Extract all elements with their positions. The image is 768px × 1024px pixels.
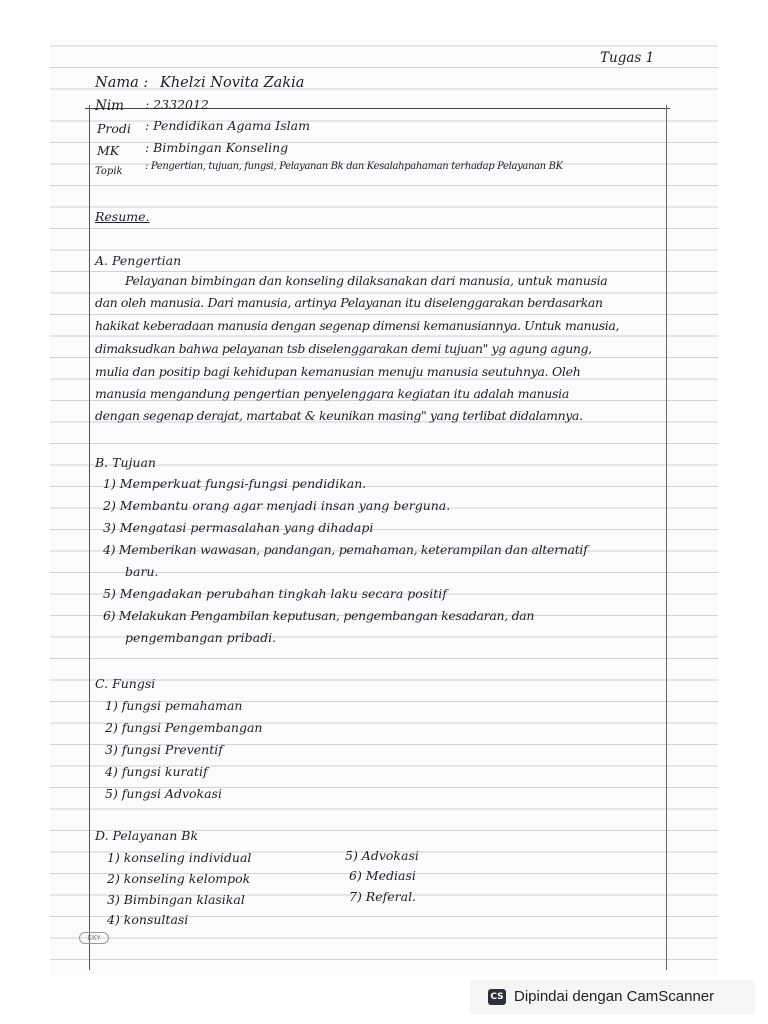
right-margin-line	[666, 105, 667, 970]
camscanner-text: Dipindai dengan CamScanner	[514, 988, 715, 1005]
fungsi-item: 5) fungsi Advokasi	[105, 786, 222, 801]
pelayanan-item: 5) Advokasi	[345, 848, 419, 863]
pengertian-line: hakikat keberadaan manusia dengan segenap dimensi kemanusiannya. Untuk manusia,	[95, 318, 620, 333]
fungsi-item: 4) fungsi kuratif	[105, 764, 208, 779]
pengertian-line: dengan segenap derajat, martabat & keunikan masing" yang terlibat didalamnya.	[95, 408, 583, 423]
tugas-label: Tugas 1	[600, 50, 655, 66]
mk-label: MK	[97, 143, 120, 158]
tujuan-item-continued: pengembangan pribadi.	[125, 630, 277, 645]
pelayanan-item: 2) konseling kelompok	[107, 871, 251, 886]
camscanner-banner	[470, 980, 755, 1014]
nama-label: Nama :	[95, 75, 149, 91]
nim-value: : 2332012	[145, 97, 209, 112]
tujuan-item-continued: baru.	[125, 564, 159, 579]
topik-value: : Pengertian, tujuan, fungsi, Pelayanan Bk dan Kesalahpahaman terhadap Pelayanan BK	[145, 161, 563, 172]
section-heading-pelayanan: D. Pelayanan Bk	[95, 828, 199, 843]
tujuan-item: 5) Mengadakan perubahan tingkah laku secara positif	[103, 586, 447, 601]
section-heading-pengertian: A. Pengertian	[95, 253, 182, 268]
camscanner-logo-icon: CS	[488, 989, 506, 1005]
pelayanan-item: 1) konseling individual	[107, 850, 252, 865]
nim-label: Nim	[95, 98, 124, 114]
fungsi-item: 3) fungsi Preventif	[105, 742, 223, 757]
section-heading-tujuan: B. Tujuan	[95, 455, 156, 470]
pengertian-line: mulia dan positip bagi kehidupan kemanusian menuju manusia seutuhnya. Oleh	[95, 364, 581, 379]
fungsi-item: 1) fungsi pemahaman	[105, 698, 243, 713]
tujuan-item: 2) Membantu orang agar menjadi insan yang berguna.	[103, 498, 451, 513]
tujuan-item: 6) Melakukan Pengambilan keputusan, pengembangan kesadaran, dan	[103, 608, 535, 623]
resume-heading: Resume.	[95, 209, 150, 224]
nama-value: Khelzi Novita Zakia	[160, 75, 305, 91]
tujuan-item: 4) Memberikan wawasan, pandangan, pemahaman, keterampilan dan alternatif	[103, 542, 588, 557]
topik-label: Topik	[95, 166, 123, 177]
tujuan-item: 1) Memperkuat fungsi-fungsi pendidikan.	[103, 476, 367, 491]
pelayanan-item: 3) Bimbingan klasikal	[107, 892, 245, 907]
pengertian-line: dan oleh manusia. Dari manusia, artinya Pelayanan itu diselenggarakan berdasarkan	[95, 295, 603, 310]
section-heading-fungsi: C. Fungsi	[95, 676, 156, 691]
pengertian-line: manusia mengandung pengertian penyelenggara kegiatan itu adalah manusia	[95, 386, 569, 401]
pengertian-line: dimaksudkan bahwa pelayanan tsb diselenggarakan demi tujuan" yg agung agung,	[95, 341, 592, 356]
prodi-value: : Pendidikan Agama Islam	[145, 118, 310, 133]
tujuan-item: 3) Mengatasi permasalahan yang dihadapi	[103, 520, 374, 535]
left-margin-line	[89, 105, 90, 970]
pelayanan-item: 4) konsultasi	[107, 912, 189, 927]
fungsi-item: 2) fungsi Pengembangan	[105, 720, 263, 735]
pelayanan-item: 7) Referal.	[349, 889, 417, 904]
page-badge: KKY	[79, 932, 109, 944]
mk-value: : Bimbingan Konseling	[145, 140, 289, 155]
prodi-label: Prodi	[97, 121, 131, 136]
pelayanan-item: 6) Mediasi	[349, 868, 416, 883]
pengertian-line: Pelayanan bimbingan dan konseling dilaksanakan dari manusia, untuk manusia	[125, 273, 608, 288]
